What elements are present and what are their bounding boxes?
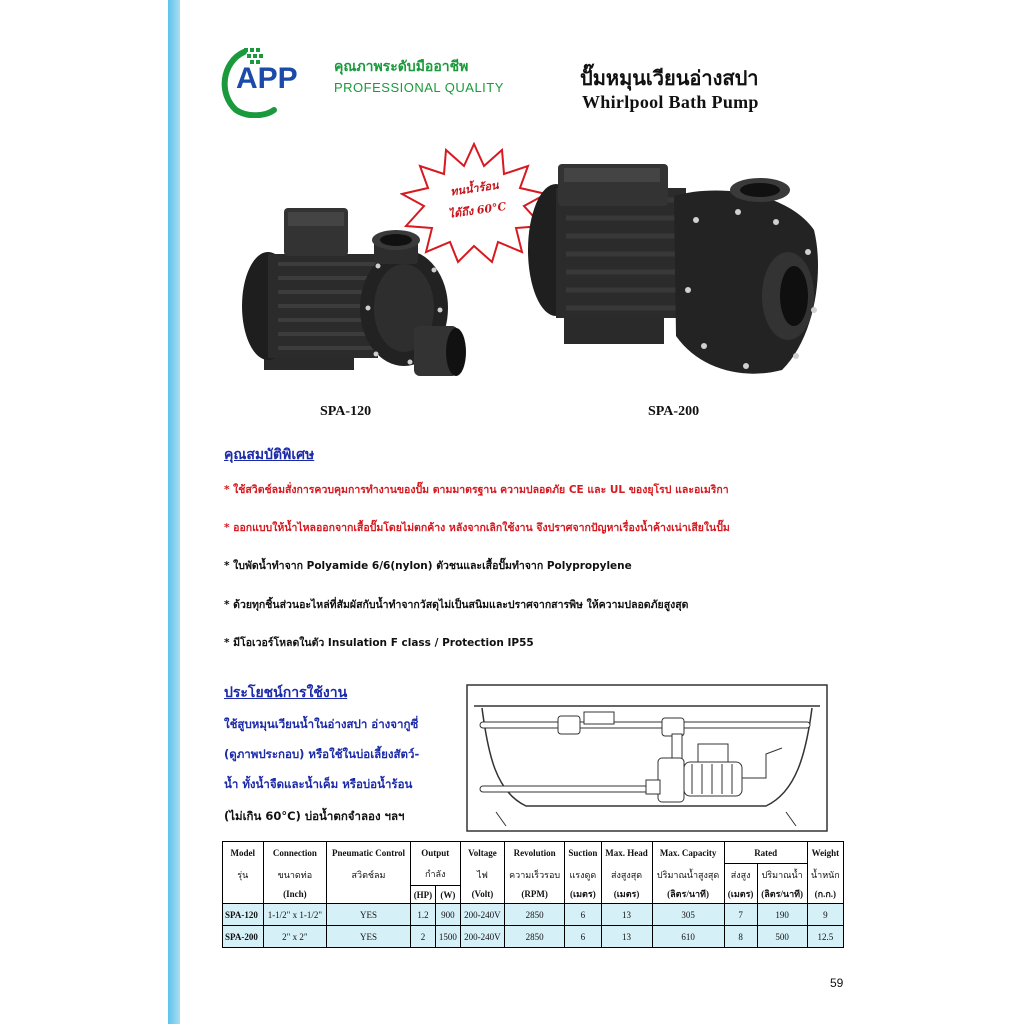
th-weight-th: น้ำหนัก — [807, 864, 843, 886]
cell-pneumatic: YES — [327, 904, 411, 926]
brand-tagline-th: คุณภาพระดับมืออาชีพ — [334, 59, 469, 75]
th-max-head-unit: (เมตร) — [601, 886, 652, 904]
th-pneumatic-th: สวิตช์ลม — [327, 864, 411, 886]
model-label-spa-200: SPA-200 — [648, 404, 700, 419]
th-rated-capacity-unit: (ลิตร/นาที) — [757, 886, 807, 904]
cell-model: SPA-200 — [223, 926, 264, 948]
th-max-head-th: ส่งสูงสุด — [601, 864, 652, 886]
cell-max-head: 13 — [601, 904, 652, 926]
page-title-th: ปั๊มหมุนเวียนอ่างสปา — [580, 66, 759, 90]
th-pneumatic-unit — [327, 886, 411, 904]
cell-connection: 1-1/2" x 1-1/2" — [263, 904, 327, 926]
cell-rated-head: 7 — [724, 904, 757, 926]
th-connection-unit: (Inch) — [263, 886, 327, 904]
th-voltage-th: ไฟ — [460, 864, 504, 886]
table-row — [223, 904, 844, 926]
brand-tagline-en: PROFESSIONAL QUALITY — [334, 80, 504, 95]
pump-spa-200-image — [524, 160, 824, 382]
th-model: Model — [223, 842, 264, 864]
th-suction-unit: (เมตร) — [565, 886, 601, 904]
cell-rated-head: 8 — [724, 926, 757, 948]
spec-table — [222, 841, 844, 948]
th-revolution: Revolution — [505, 842, 565, 864]
cell-max-capacity: 305 — [652, 904, 724, 926]
th-revolution-th: ความเร็วรอบ — [505, 864, 565, 886]
cell-rated-capacity: 500 — [757, 926, 807, 948]
cell-voltage: 200-240V — [460, 904, 504, 926]
th-pneumatic: Pneumatic Control — [327, 842, 411, 864]
th-connection: Connection — [263, 842, 327, 864]
cell-weight: 12.5 — [807, 926, 843, 948]
th-hp-unit: (HP) — [410, 886, 435, 904]
cell-rpm: 2850 — [505, 926, 565, 948]
feature-item: * ใช้สวิตช์ลมสั่งการควบคุมการทำงานของปั๊ม ตามมาตรฐาน ความปลอดภัย CE และ UL ของยุโรป และอเมริกา — [224, 484, 729, 496]
bathtub-installation-diagram — [466, 684, 828, 832]
th-output: Output — [410, 842, 460, 864]
th-rated-head-unit: (เมตร) — [724, 886, 757, 904]
th-rated: Rated — [724, 842, 807, 864]
feature-item: * ด้วยทุกชิ้นส่วนอะไหล่ที่สัมผัสกับน้ำทำจากวัสดุไม่เป็นสนิมและปราศจากสารพิษ ให้ความปลอดภัยสูงสุด — [224, 599, 689, 611]
th-rated-capacity-th: ปริมาณน้ำ — [757, 864, 807, 886]
model-label-spa-120: SPA-120 — [320, 404, 372, 419]
cell-suction: 6 — [565, 926, 601, 948]
table-row — [223, 926, 844, 948]
th-connection-th: ขนาดท่อ — [263, 864, 327, 886]
cell-hp: 2 — [410, 926, 435, 948]
th-model-unit — [223, 886, 264, 904]
feature-item: * ใบพัดน้ำทำจาก Polyamide 6/6(nylon) ตัวชนและเสื้อปั๊มทำจาก Polypropylene — [224, 560, 632, 572]
usage-line: (ดูภาพประกอบ) หรือใช้ในบ่อเลี้ยงสัตว์- — [224, 747, 420, 761]
app-logo-icon — [214, 44, 334, 118]
cell-w: 900 — [436, 904, 461, 926]
usage-line: น้ำ ทั้งน้ำจืดและน้ำเค็ม หรือบ่อน้ำร้อน — [224, 777, 413, 791]
usage-heading: ประโยชน์การใช้งาน — [224, 685, 348, 701]
feature-item: * ออกแบบให้น้ำไหลออกจากเสื้อปั๊มโดยไม่ตกค้าง หลังจากเลิกใช้งาน จึงปราศจากปัญหาเรื่องน้ำค้างเน่าเสียในปั๊ม — [224, 522, 730, 534]
th-voltage-unit: (Volt) — [460, 886, 504, 904]
cell-max-capacity: 610 — [652, 926, 724, 948]
th-max-capacity-th: ปริมาณน้ำสูงสุด — [652, 864, 724, 886]
th-w-unit: (W) — [436, 886, 461, 904]
th-weight: Weight — [807, 842, 843, 864]
cell-w: 1500 — [436, 926, 461, 948]
th-suction-th: แรงดูด — [565, 864, 601, 886]
badge-line-1: ทนน้ำร้อน — [449, 178, 500, 199]
cell-rated-capacity: 190 — [757, 904, 807, 926]
th-max-capacity: Max. Capacity — [652, 842, 724, 864]
usage-line: ใช้สูบหมุนเวียนน้ำในอ่างสปา อ่างจากูซี่ — [224, 717, 419, 731]
svg-text:APP: APP — [236, 62, 298, 95]
cell-hp: 1.2 — [410, 904, 435, 926]
cell-model: SPA-120 — [223, 904, 264, 926]
th-max-head: Max. Head — [601, 842, 652, 864]
features-heading: คุณสมบัติพิเศษ — [224, 447, 315, 463]
th-voltage: Voltage — [460, 842, 504, 864]
badge-line-2: ได้ถึง 60°C — [447, 199, 508, 221]
left-accent-bar — [168, 0, 180, 1024]
pump-spa-120-image — [228, 204, 470, 390]
cell-voltage: 200-240V — [460, 926, 504, 948]
th-suction: Suction — [565, 842, 601, 864]
cell-weight: 9 — [807, 904, 843, 926]
th-rated-head-th: ส่งสูง — [724, 864, 757, 886]
page-number: 59 — [830, 976, 844, 990]
cell-pneumatic: YES — [327, 926, 411, 948]
page-title-en: Whirlpool Bath Pump — [582, 92, 759, 112]
th-revolution-unit: (RPM) — [505, 886, 565, 904]
usage-line: (ไม่เกิน 60°C) บ่อน้ำตกจำลอง ฯลฯ — [224, 809, 405, 823]
th-model-th: รุ่น — [223, 864, 264, 886]
cell-rpm: 2850 — [505, 904, 565, 926]
cell-connection: 2" x 2" — [263, 926, 327, 948]
th-output-th: กำลัง — [410, 864, 460, 886]
feature-item: * มีโอเวอร์โหลดในตัว Insulation F class / Protection IP55 — [224, 637, 534, 649]
cell-suction: 6 — [565, 904, 601, 926]
th-max-capacity-unit: (ลิตร/นาที) — [652, 886, 724, 904]
cell-max-head: 13 — [601, 926, 652, 948]
th-weight-unit: (ก.ก.) — [807, 886, 843, 904]
